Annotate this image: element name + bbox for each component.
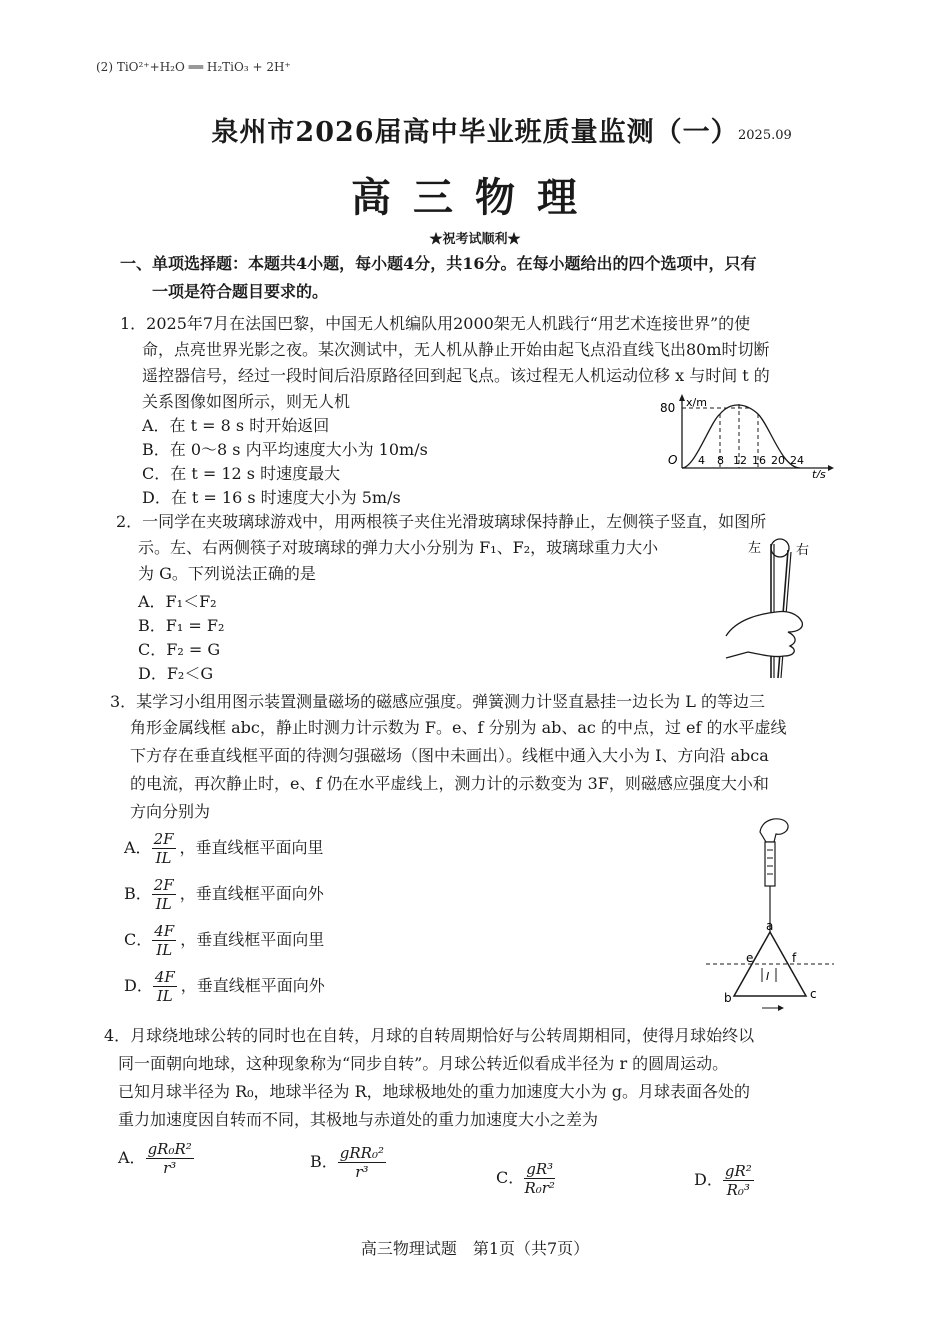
denominator: IL (156, 941, 173, 959)
option-letter: D． (694, 1170, 723, 1189)
label-b: b (724, 991, 732, 1005)
q1-line-3: 遥控器信号，经过一段时间后沿原路径回到起飞点。该过程无人机运动位移 x 与时间 t 的 (142, 366, 770, 385)
graph-y-label: x/m (686, 396, 707, 409)
option-letter: B． (124, 884, 152, 903)
fraction (153, 968, 177, 1005)
q2-option-c: C．F₂ = G (138, 640, 221, 659)
q3-apparatus-figure (700, 812, 840, 1022)
numerator: 4F (154, 922, 175, 940)
q1-x-t-graph (660, 392, 836, 478)
denominator: R₀³ (726, 1181, 750, 1199)
q3-line-5: 方向分别为 (130, 802, 211, 821)
q2-option-b: B．F₁ = F₂ (138, 616, 225, 635)
section1-heading-cont: 一项是符合题目要求的。 (152, 282, 329, 301)
fraction (152, 922, 176, 959)
graph-x-tick: 8 (717, 454, 724, 467)
option-letter: B． (310, 1152, 338, 1171)
q2-line-2: 示。左、右两侧筷子对玻璃球的弹力大小分别为 F₁、F₂，玻璃球重力大小 (138, 538, 659, 557)
q2-option-d: D．F₂＜G (138, 664, 214, 683)
graph-x-tick: 16 (752, 454, 766, 467)
label-f: f (792, 951, 797, 965)
q1-option-c: C．在 t = 12 s 时速度最大 (142, 464, 341, 483)
q4-line-1: 4．月球绕地球公转的同时也在自转，月球的自转周期恰好与公转周期相同，使得月球始终以 (104, 1026, 755, 1045)
option-letter: A． (124, 838, 152, 857)
q4-line-3: 已知月球半径为 R₀，地球半径为 R，地球极地处的重力加速度大小为 g。月球表面各处的 (118, 1082, 751, 1101)
spring-scale (765, 842, 775, 886)
fraction (146, 1140, 194, 1177)
q1-option-b: B．在 0～8 s 内平均速度大小为 10m/s (142, 440, 428, 459)
t-axis-arrow (828, 465, 834, 471)
q4-line-4: 重力加速度因自转而不同，其极地与赤道处的重力加速度大小之差为 (118, 1110, 599, 1129)
numerator: gR₀R² (147, 1140, 192, 1158)
left-label: 左 (748, 541, 762, 556)
denominator: IL (155, 849, 172, 867)
graph-x-tick: 12 (733, 454, 747, 467)
graph-x-tick: 24 (790, 454, 804, 467)
q4-option-a (118, 1140, 198, 1177)
current-arrow-head (778, 1005, 784, 1011)
label-a: a (766, 919, 774, 933)
graph-t-label: t/s (812, 468, 826, 478)
denominator: r³ (163, 1159, 177, 1177)
label-current: I (766, 970, 770, 983)
graph-x-tick: 20 (771, 454, 785, 467)
graph-x-tick: 4 (698, 454, 705, 467)
q4-option-c (496, 1160, 559, 1197)
option-letter: D． (124, 976, 153, 995)
denominator: R₀r² (524, 1179, 555, 1197)
fraction (524, 1160, 555, 1197)
right-label: 右 (796, 543, 810, 558)
numerator: 2F (153, 830, 174, 848)
option-letter: C． (496, 1168, 525, 1187)
hand (726, 611, 802, 658)
q3-option-a (124, 830, 324, 867)
graph-origin: O (668, 453, 678, 467)
label-c: c (810, 987, 817, 1001)
denominator: IL (156, 987, 173, 1005)
q4-option-b (310, 1144, 390, 1181)
q4-option-d (694, 1162, 758, 1199)
option-text: ，垂直线框平面向里 (180, 930, 325, 949)
denominator: r³ (355, 1163, 369, 1181)
q3-line-3: 下方存在垂直线框平面的待测匀强磁场（图中未画出）。线框中通入大小为 I、方向沿 abca (130, 746, 769, 765)
hand-holding-scale (760, 819, 788, 842)
denominator: IL (155, 895, 172, 913)
q2-line-3: 为 G。下列说法正确的是 (138, 564, 316, 583)
q1-line-2: 命，点亮世界光影之夜。某次测试中，无人机从静止开始由起飞点沿直线飞出80m时切断 (142, 340, 770, 359)
x-axis-arrow (679, 394, 685, 401)
q2-option-a: A．F₁＜F₂ (138, 592, 217, 611)
subject-title: 高三物理 (351, 174, 599, 221)
q1-option-a: A．在 t = 8 s 时开始返回 (142, 416, 330, 435)
option-letter: A． (118, 1148, 146, 1167)
fraction (152, 830, 176, 867)
option-text: ，垂直线框平面向外 (180, 976, 325, 995)
option-letter: C． (124, 930, 153, 949)
numerator: gRR₀² (339, 1144, 384, 1162)
numerator: 4F (154, 968, 175, 986)
page-footer: 高三物理试题 第1页（共7页） (360, 1239, 590, 1258)
exam-title: 泉州市2026届高中毕业班质量监测（一） (211, 117, 739, 148)
q3-line-2: 角形金属线框 abc，静止时测力计示数为 F。e、f 分别为 ab、ac 的中点，过 ef 的水平虚线 (130, 718, 787, 737)
previous-page-scrap: (2) TiO²⁺+H₂O ══ H₂TiO₃ + 2H⁺ (96, 60, 291, 74)
fraction (152, 876, 176, 913)
option-text: ，垂直线框平面向外 (179, 884, 324, 903)
good-luck-note: ★祝考试顺利★ (429, 232, 521, 247)
exam-date: 2025.09 (738, 128, 792, 143)
q3-line-4: 的电流，再次静止时，e、f 仍在水平虚线上，测力计的示数变为 3F，则磁感应强度大小和 (130, 774, 769, 793)
section1-heading: 一、单项选择题：本题共4小题，每小题4分，共16分。在每小题给出的四个选项中，只有 (120, 254, 757, 273)
q2-line-1: 2．一同学在夹玻璃球游戏中，用两根筷子夹住光滑玻璃球保持静止，左侧筷子竖直，如图所 (116, 512, 767, 531)
label-e: e (746, 951, 754, 965)
option-text: ，垂直线框平面向里 (179, 838, 324, 857)
fraction (338, 1144, 386, 1181)
numerator: 2F (153, 876, 174, 894)
q2-chopsticks-figure (718, 528, 818, 682)
q3-option-b (124, 876, 324, 913)
q1-line-4: 关系图像如图所示，则无人机 (142, 392, 351, 411)
numerator: gR³ (526, 1160, 554, 1178)
graph-y-tick-80: 80 (660, 401, 676, 415)
numerator: gR² (724, 1162, 752, 1180)
q4-line-2: 同一面朝向地球，这种现象称为“同步自转”。月球公转近似看成半径为 r 的圆周运动。 (118, 1054, 729, 1073)
q3-option-c (124, 922, 324, 959)
q1-option-d: D．在 t = 16 s 时速度大小为 5m/s (142, 488, 401, 507)
q3-line-1: 3．某学习小组用图示装置测量磁场的磁感应强度。弹簧测力计竖直悬挂一边长为 L 的等边三 (110, 692, 765, 711)
q1-line-1: 1．2025年7月在法国巴黎，中国无人机编队用2000架无人机践行“用艺术连接世界”的使 (120, 314, 751, 333)
fraction (723, 1162, 754, 1199)
q3-option-d (124, 968, 325, 1005)
